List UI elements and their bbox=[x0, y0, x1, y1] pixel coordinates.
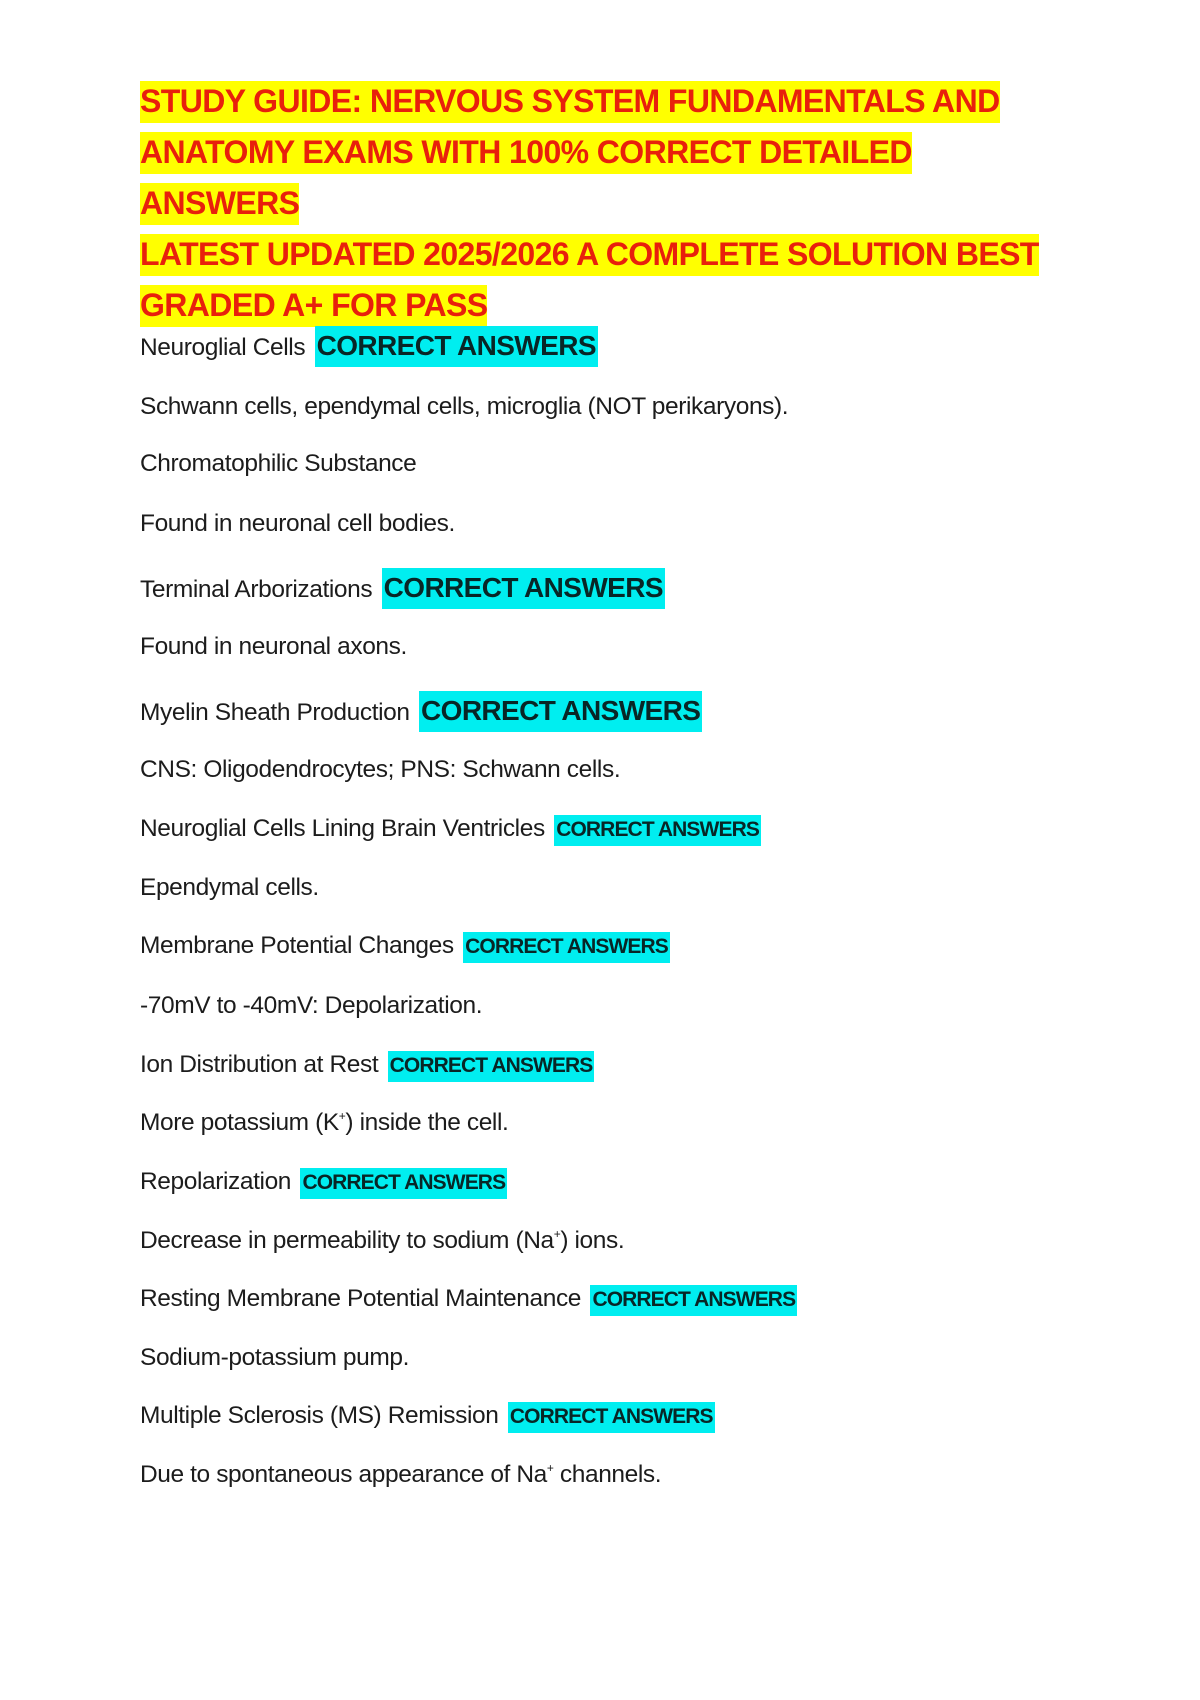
title-line-4: GRADED A+ FOR PASS bbox=[140, 285, 487, 327]
superscript-plus: + bbox=[546, 1461, 554, 1475]
answer-line bbox=[140, 874, 319, 902]
question-line bbox=[140, 326, 598, 367]
answer-line bbox=[140, 1344, 409, 1372]
question-line bbox=[140, 932, 670, 963]
title-line-2: ANATOMY EXAMS WITH 100% CORRECT DETAILED ANSWERS bbox=[140, 132, 912, 225]
question-text: Chromatophilic Substance bbox=[140, 450, 417, 477]
correct-answers-badge: CORRECT ANSWERS bbox=[508, 1402, 715, 1433]
answer-text: Sodium-potassium pump. bbox=[140, 1344, 409, 1371]
question-text: Resting Membrane Potential Maintenance bbox=[140, 1285, 582, 1312]
answer-line bbox=[140, 1461, 661, 1489]
question-text: Repolarization bbox=[140, 1168, 292, 1195]
answer-line bbox=[140, 992, 482, 1020]
answer-text-pre: More potassium (K bbox=[140, 1109, 339, 1136]
question-text: Neuroglial Cells bbox=[140, 334, 306, 361]
answer-text bbox=[140, 1109, 508, 1136]
superscript-plus: + bbox=[553, 1227, 561, 1241]
answer-line bbox=[140, 1109, 508, 1137]
correct-answers-badge: CORRECT ANSWERS bbox=[382, 568, 665, 609]
answer-text-pre: Decrease in permeability to sodium (Na bbox=[140, 1227, 554, 1254]
question-line bbox=[140, 1051, 594, 1082]
answer-text-post: channels. bbox=[553, 1461, 662, 1488]
question-text: Neuroglial Cells Lining Brain Ventricles bbox=[140, 815, 545, 842]
question-line bbox=[140, 691, 702, 732]
correct-answers-badge: CORRECT ANSWERS bbox=[463, 932, 670, 963]
answer-text: Found in neuronal cell bodies. bbox=[140, 510, 455, 537]
answer-line bbox=[140, 510, 455, 538]
correct-answers-badge: CORRECT ANSWERS bbox=[388, 1051, 595, 1082]
correct-answers-badge: CORRECT ANSWERS bbox=[590, 1285, 797, 1316]
answer-text-post: ) ions. bbox=[560, 1227, 625, 1254]
answer-line bbox=[140, 756, 620, 784]
answer-text-pre: Due to spontaneous appearance of Na bbox=[140, 1461, 547, 1488]
question-text: Myelin Sheath Production bbox=[140, 699, 410, 726]
title-line-1: STUDY GUIDE: NERVOUS SYSTEM FUNDAMENTALS AND bbox=[140, 81, 1000, 123]
question-line bbox=[140, 1168, 507, 1199]
question-text: Terminal Arborizations bbox=[140, 576, 373, 603]
question-line bbox=[140, 1402, 715, 1433]
correct-answers-badge: CORRECT ANSWERS bbox=[419, 691, 702, 732]
correct-answers-badge: CORRECT ANSWERS bbox=[554, 815, 761, 846]
answer-text: Schwann cells, ependymal cells, microglia (NOT perikaryons). bbox=[140, 393, 789, 420]
question-text: Membrane Potential Changes bbox=[140, 932, 454, 959]
question-line bbox=[140, 1285, 797, 1316]
answer-text: Found in neuronal axons. bbox=[140, 633, 407, 660]
answer-text bbox=[140, 1461, 661, 1488]
document-title bbox=[140, 76, 1070, 331]
answer-text: Ependymal cells. bbox=[140, 874, 319, 901]
question-text: Ion Distribution at Rest bbox=[140, 1051, 379, 1078]
answer-line bbox=[140, 393, 788, 421]
question-line bbox=[140, 568, 665, 609]
answer-text: CNS: Oligodendrocytes; PNS: Schwann cells. bbox=[140, 756, 621, 783]
question-line bbox=[140, 815, 761, 846]
answer-line bbox=[140, 633, 407, 661]
superscript-plus: + bbox=[338, 1109, 346, 1123]
correct-answers-badge: CORRECT ANSWERS bbox=[300, 1168, 507, 1199]
correct-answers-badge: CORRECT ANSWERS bbox=[315, 326, 598, 367]
answer-text bbox=[140, 1227, 624, 1254]
answer-line bbox=[140, 1227, 624, 1255]
answer-text: -70mV to -40mV: Depolarization. bbox=[140, 992, 483, 1019]
question-text: Multiple Sclerosis (MS) Remission bbox=[140, 1402, 499, 1429]
answer-text-post: ) inside the cell. bbox=[345, 1109, 509, 1136]
title-line-3: LATEST UPDATED 2025/2026 A COMPLETE SOLUTION BEST bbox=[140, 234, 1039, 276]
question-line bbox=[140, 450, 416, 478]
